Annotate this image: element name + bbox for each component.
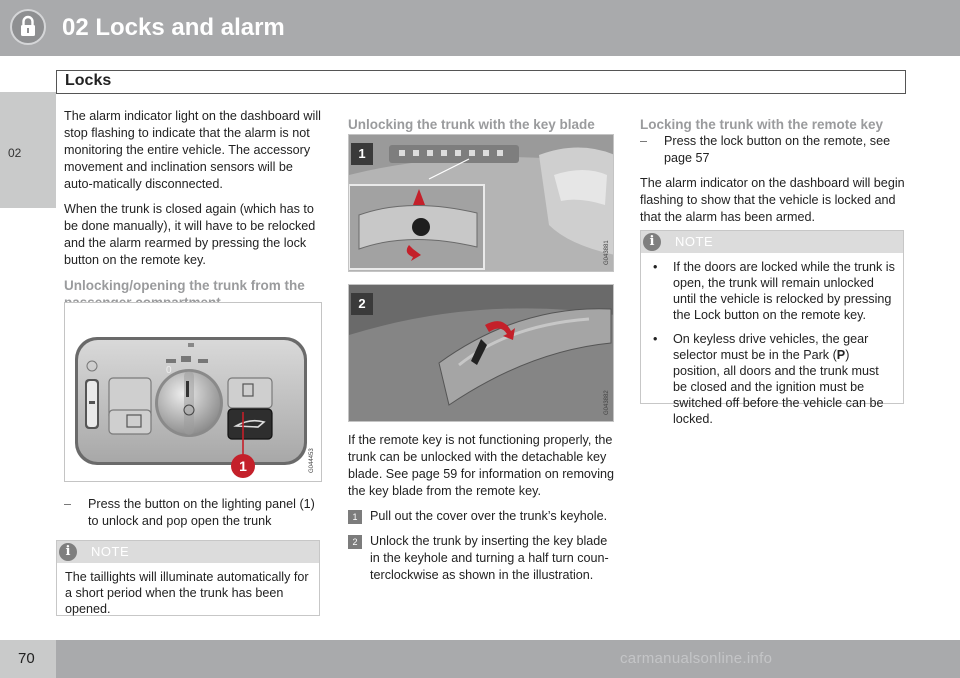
list-item-text: Press the lock button on the remote, see page 57 — [664, 134, 891, 165]
panel-numeral: 0 — [166, 365, 172, 376]
paragraph: The alarm indicator light on the dashboard will stop flashing to indicate that the alarm is not monitoring the entire vehicle. The accessory movement and inclination sensors will be auto-matically disconnected. — [64, 109, 321, 191]
paragraph: The alarm indicator on the dashboard will begin flashing to show that the vehicle is locked and that the alarm has been armed. — [640, 176, 905, 224]
chapter-tab-label: 02 — [8, 146, 22, 160]
step-item — [348, 508, 618, 525]
column-1-lower — [64, 496, 322, 538]
list-item-text: If the doors are locked while the trunk is open, the trunk will remain unlocked until the vehicle is relocked by pressing the Lock button on the remote key. — [673, 260, 895, 322]
page-number: 70 — [18, 650, 35, 667]
column-2 — [348, 116, 618, 133]
note-title: NOTE — [675, 234, 714, 249]
text-part: On keyless drive vehicles, the gear selector must be in the Park ( — [673, 332, 869, 362]
text-part: ) position, all doors and the trunk must be closed and the ignition must be switched off before the vehicle can be locked. — [673, 348, 884, 426]
page-footer — [0, 640, 960, 678]
step-item — [348, 533, 618, 584]
note-text: The taillights will illuminate automatically for a short period when the trunk has been opened. — [65, 570, 309, 616]
section-bar — [56, 70, 906, 94]
section-title: Locks — [65, 72, 112, 89]
column-1 — [64, 108, 322, 311]
chapter-header — [0, 0, 960, 56]
padlock-icon — [10, 9, 46, 45]
list-item: • On keyless drive vehicles, the gear selector must be in the Park (P) position, all doors and the trunk must be closed and the ignition must be switched off before the vehicle can be locked. — [653, 332, 884, 426]
note-box — [640, 230, 904, 426]
chapter-tab — [0, 92, 56, 208]
figure-label: 1 — [351, 143, 373, 165]
key-blade-figure — [348, 284, 614, 422]
watermark: carmanualsonline.info — [620, 650, 773, 667]
chapter-title: 02 Locks and alarm — [62, 14, 285, 41]
list-item-text: Press the button on the lighting panel (1) to unlock and pop open the trunk — [88, 497, 315, 528]
list-item: – Press the lock button on the remote, see page 57 — [640, 134, 891, 165]
step-text: Pull out the cover over the trunk’s keyhole. — [370, 509, 608, 523]
park-symbol: P — [836, 348, 846, 362]
step-text: Unlock the trunk by inserting the key blade in the keyhole and turning a half turn coun-terclockwise as shown in the illustration. — [370, 534, 609, 582]
section-heading: Locking the trunk with the remote key — [640, 117, 884, 132]
list-item-text — [673, 332, 884, 426]
trunk-exterior-figure — [348, 134, 614, 272]
info-icon: i — [643, 233, 661, 251]
section-heading: Unlocking/opening the trunk from the — [64, 278, 305, 293]
note-header — [641, 231, 903, 253]
paragraph: If the remote key is not functioning properly, the trunk can be unlocked with the detachable key blade. See page 59 for information on removing the key blade from the remote key. — [348, 433, 615, 498]
figure-callout: 1 — [239, 458, 247, 474]
column-2-lower — [348, 432, 618, 592]
figure-code: G043881 — [604, 240, 610, 265]
lighting-panel-figure — [64, 302, 322, 482]
note-body — [641, 253, 903, 443]
column-3 — [640, 116, 906, 234]
figure-code: G044453 — [309, 448, 315, 473]
note-box — [56, 540, 320, 616]
list-item: • If the doors are locked while the trunk is open, the trunk will remain unlocked until the vehicle is relocked by pressing the Lock button on the remote key. — [653, 260, 895, 322]
step-number: 2 — [348, 535, 362, 549]
note-title: NOTE — [91, 544, 130, 559]
list-item: – Press the button on the lighting panel (1) to unlock and pop open the trunk — [64, 497, 315, 528]
section-heading: Unlocking the trunk with the key blade — [348, 117, 595, 132]
figure-label: 2 — [351, 293, 373, 315]
step-number: 1 — [348, 510, 362, 524]
figure-code: G043882 — [604, 390, 610, 415]
info-icon: i — [59, 543, 77, 561]
note-header — [57, 541, 319, 563]
paragraph: When the trunk is closed again (which has to be done manually), it will have to be relocked and the alarm rearmed by pressing the lock button on the remote key. — [64, 202, 316, 267]
